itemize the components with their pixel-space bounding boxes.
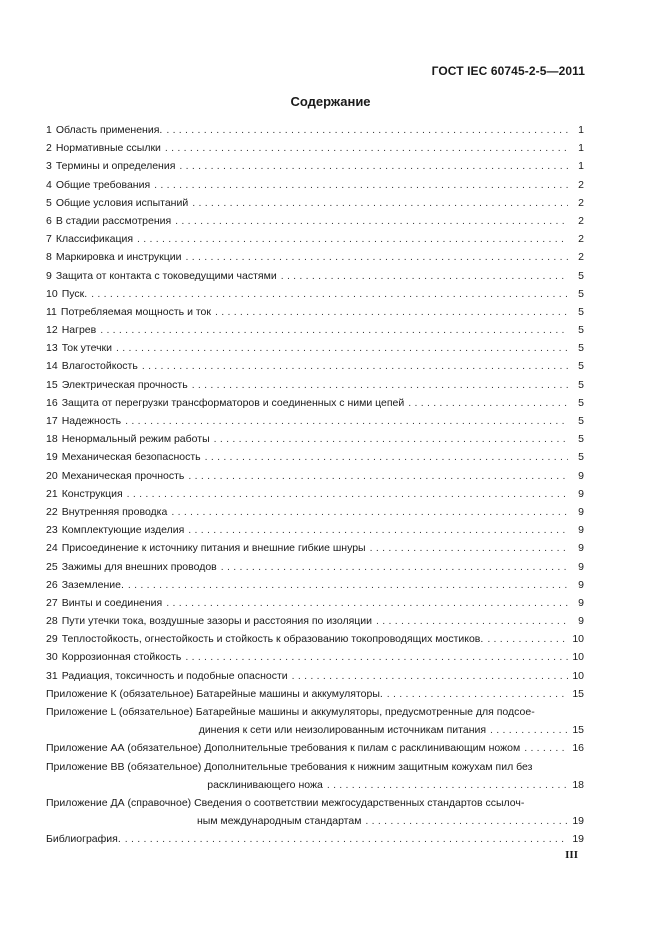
toc-line <box>46 521 584 539</box>
dot-leader <box>171 503 568 521</box>
toc-section-number: 25 <box>46 560 58 573</box>
toc-entry[interactable] <box>46 230 584 248</box>
toc-page-number: 5 <box>578 451 584 464</box>
toc-page-number: 18 <box>572 778 584 791</box>
toc-section-number: 2 <box>46 142 52 155</box>
toc-line <box>46 739 584 757</box>
dot-leader <box>100 321 568 339</box>
dot-leader <box>487 630 568 648</box>
toc-page-number: 1 <box>578 124 584 136</box>
toc-entry[interactable] <box>46 267 584 285</box>
toc-line <box>46 467 584 485</box>
dot-leader <box>166 121 568 139</box>
dot-leader <box>292 667 568 685</box>
toc-section-title: Защита от перегрузки трансформаторов и соединенных с ними цепей <box>61 396 405 409</box>
toc-appendix-title: Библиография. <box>46 833 121 846</box>
toc-entry[interactable] <box>46 503 584 521</box>
toc-page-number: 10 <box>572 651 584 664</box>
toc-line <box>46 394 584 412</box>
toc-entry[interactable] <box>46 303 584 321</box>
toc-section-number: 18 <box>46 433 58 446</box>
toc-section-title: Теплостойкость, огнестойкость и стойкость к образованию токопроводящих мостиков. <box>61 633 484 646</box>
toc-section-number: 21 <box>46 487 58 500</box>
dot-leader <box>116 339 568 357</box>
toc-section-number: 16 <box>46 396 58 409</box>
toc-entry[interactable] <box>46 139 584 157</box>
toc-page-number: 2 <box>578 196 584 209</box>
toc-section-number: 10 <box>46 287 58 300</box>
toc-page-number: 19 <box>572 833 584 846</box>
toc-line <box>46 212 584 230</box>
toc-page-number: 5 <box>578 342 584 355</box>
toc-line <box>46 157 584 175</box>
toc-section-number: 24 <box>46 542 58 555</box>
toc-line <box>46 139 584 157</box>
toc-line <box>46 412 584 430</box>
toc-entry[interactable] <box>46 357 584 375</box>
toc-section-number: 3 <box>46 160 52 173</box>
toc-section-number: 30 <box>46 651 58 664</box>
toc-page-number: 5 <box>578 305 584 318</box>
dot-leader <box>215 303 568 321</box>
dot-leader <box>370 539 568 557</box>
dot-leader <box>490 721 568 739</box>
toc-section-number: 20 <box>46 469 58 482</box>
toc-section-title: Зажимы для внешних проводов <box>61 560 217 573</box>
toc-entry[interactable] <box>46 430 584 448</box>
toc-section-number: 13 <box>46 342 58 355</box>
toc-appendix-entry[interactable] <box>46 758 584 794</box>
page-title: Содержание <box>290 94 371 109</box>
toc-entry[interactable] <box>46 376 584 394</box>
toc-page-number: 9 <box>578 615 584 628</box>
dot-leader <box>166 594 568 612</box>
toc-section-title: Влагостойкость <box>61 360 138 373</box>
toc-line <box>46 121 584 139</box>
toc-section-title: Защита от контакта с токоведущими частями <box>55 269 277 282</box>
toc-section-title: Нормативные ссылки <box>55 142 161 155</box>
dot-leader <box>281 267 568 285</box>
dot-leader <box>365 812 568 830</box>
toc-appendix-continuation <box>46 721 584 739</box>
toc-section-number: 27 <box>46 596 58 609</box>
toc-section-number: 4 <box>46 178 52 191</box>
toc-entry[interactable] <box>46 630 584 648</box>
table-of-contents <box>46 121 584 849</box>
dot-leader <box>125 830 568 848</box>
toc-section-number: 11 <box>46 305 57 318</box>
dot-leader <box>175 212 568 230</box>
toc-appendix-title: Приложение ДА (справочное) Сведения о соответствии межгосударственных стандартов ссылоч- <box>46 796 525 809</box>
toc-entry[interactable] <box>46 467 584 485</box>
toc-page-number: 15 <box>572 724 584 737</box>
toc-page-number: 9 <box>578 524 584 537</box>
toc-appendix-entry[interactable] <box>46 794 584 830</box>
dot-leader <box>192 194 568 212</box>
dot-leader <box>221 558 568 576</box>
toc-entry[interactable] <box>46 667 584 685</box>
toc-section-title: Потребляемая мощность и ток <box>60 305 211 318</box>
toc-page-number: 1 <box>578 142 584 155</box>
toc-section-title: В стадии рассмотрения <box>55 214 172 227</box>
toc-section-title: Электрическая прочность <box>61 378 188 391</box>
toc-entry[interactable] <box>46 176 584 194</box>
toc-line <box>46 594 584 612</box>
toc-appendix-title-cont: динения к сети или неизолированным источникам питания <box>198 724 487 737</box>
toc-section-title: Коррозионная стойкость <box>61 651 182 664</box>
toc-page-number: 9 <box>578 578 584 591</box>
dot-leader <box>154 176 568 194</box>
toc-appendix-entry[interactable] <box>46 703 584 739</box>
page-folio: III <box>565 849 578 861</box>
toc-section-number: 28 <box>46 615 58 628</box>
toc-line <box>46 630 584 648</box>
toc-section-number: 26 <box>46 578 58 591</box>
toc-line <box>46 685 584 703</box>
dot-leader <box>137 230 568 248</box>
toc-line <box>46 539 584 557</box>
dot-leader <box>142 357 568 375</box>
dot-leader <box>188 467 568 485</box>
toc-section-title: Область применения. <box>55 124 163 136</box>
dot-leader <box>387 685 568 703</box>
toc-line <box>46 485 584 503</box>
toc-line <box>46 612 584 630</box>
toc-section-title: Классификация <box>55 233 134 246</box>
toc-page-number: 5 <box>578 269 584 282</box>
toc-line <box>46 448 584 466</box>
toc-line <box>46 357 584 375</box>
toc-line <box>46 503 584 521</box>
toc-line <box>46 376 584 394</box>
toc-entry[interactable] <box>46 558 584 576</box>
toc-section-title: Винты и соединения <box>61 596 163 609</box>
toc-appendix-continuation <box>46 812 584 830</box>
dot-leader <box>127 485 568 503</box>
toc-appendix-title: Приложение L (обязательное) Батарейные машины и аккумуляторы, предусмотренные для подсое- <box>46 706 535 718</box>
toc-page-number: 16 <box>572 742 584 755</box>
toc-page-number: 5 <box>578 378 584 391</box>
toc-section-number: 12 <box>46 324 58 337</box>
toc-section-number: 19 <box>46 451 58 464</box>
toc-section-title: Общие требования <box>55 178 151 191</box>
toc-line <box>46 576 584 594</box>
toc-line <box>46 339 584 357</box>
toc-section-title: Общие условия испытаний <box>55 196 189 209</box>
toc-entry[interactable] <box>46 612 584 630</box>
toc-line <box>46 303 584 321</box>
toc-section-title: Механическая безопасность <box>61 451 201 464</box>
toc-section-title: Заземление. <box>61 578 124 591</box>
toc-section-title: Механическая прочность <box>61 469 185 482</box>
document-code: ГОСТ IEC 60745-2-5—2011 <box>431 64 585 78</box>
toc-section-title: Внутренняя проводка <box>61 505 168 518</box>
toc-page-number: 9 <box>578 596 584 609</box>
toc-entry[interactable] <box>46 539 584 557</box>
toc-appendix-title-cont: ным международным стандартам <box>197 815 362 828</box>
toc-appendix-title: Приложение АА (обязательное) Дополнительные требования к пилам с расклинивающим ножом <box>46 742 521 755</box>
toc-line <box>46 430 584 448</box>
dot-leader <box>128 576 568 594</box>
toc-page-number: 5 <box>578 415 584 427</box>
dot-leader <box>327 776 568 794</box>
toc-section-number: 17 <box>46 415 58 427</box>
toc-line <box>46 194 584 212</box>
toc-section-number: 29 <box>46 633 58 646</box>
toc-page-number: 10 <box>572 633 584 646</box>
toc-entry[interactable] <box>46 412 584 430</box>
toc-page-number: 9 <box>578 469 584 482</box>
toc-line <box>46 648 584 666</box>
toc-section-number: 1 <box>46 124 52 136</box>
toc-entry[interactable] <box>46 121 584 139</box>
toc-section-number: 15 <box>46 378 58 391</box>
toc-section-title: Ненормальный режим работы <box>61 433 210 446</box>
dot-leader <box>408 394 568 412</box>
toc-line <box>46 667 584 685</box>
toc-section-title: Радиация, токсичность и подобные опасности <box>61 669 288 682</box>
toc-entry[interactable] <box>46 194 584 212</box>
toc-section-number: 23 <box>46 524 58 537</box>
toc-section-number: 5 <box>46 196 52 209</box>
toc-page-number: 9 <box>578 487 584 500</box>
toc-entry[interactable] <box>46 212 584 230</box>
toc-entry[interactable] <box>46 157 584 175</box>
toc-page-number: 5 <box>578 287 584 300</box>
toc-section-title: Пуск. <box>61 287 88 300</box>
toc-section-title: Надежность <box>61 415 122 427</box>
toc-page-number: 5 <box>578 324 584 337</box>
dot-leader <box>376 612 568 630</box>
toc-appendix-title-cont: расклинивающего ножа <box>207 778 323 791</box>
toc-page-number: 9 <box>578 560 584 573</box>
toc-line <box>46 830 584 848</box>
toc-page-number: 10 <box>572 669 584 682</box>
toc-section-number: 22 <box>46 505 58 518</box>
toc-section-number: 6 <box>46 214 52 227</box>
toc-line <box>46 285 584 303</box>
toc-line <box>46 267 584 285</box>
toc-section-number: 31 <box>46 669 58 682</box>
toc-page-number: 2 <box>578 178 584 191</box>
toc-page-number: 9 <box>578 505 584 518</box>
toc-section-number: 9 <box>46 269 52 282</box>
toc-page-number: 5 <box>578 396 584 409</box>
toc-entry[interactable] <box>46 448 584 466</box>
toc-appendix-title: Приложение ВВ (обязательное) Дополнительные требования к нижним защитным кожухам пил без <box>46 760 533 773</box>
toc-entry[interactable] <box>46 648 584 666</box>
toc-appendix-entry[interactable] <box>46 830 584 848</box>
toc-section-title: Комплектующие изделия <box>61 524 185 537</box>
toc-section-title: Термины и определения <box>55 160 176 173</box>
toc-section-title: Конструкция <box>61 487 123 500</box>
toc-line <box>46 248 584 266</box>
toc-appendix-continuation <box>46 776 584 794</box>
dot-leader <box>205 448 568 466</box>
toc-entry[interactable] <box>46 594 584 612</box>
toc-appendix-title: Приложение К (обязательное) Батарейные машины и аккумуляторы. <box>46 687 383 700</box>
toc-entry[interactable] <box>46 339 584 357</box>
toc-page-number: 19 <box>572 815 584 828</box>
toc-page-number: 9 <box>578 542 584 555</box>
toc-section-title: Присоединение к источнику питания и внешние гибкие шнуры <box>61 542 366 555</box>
toc-section-number: 14 <box>46 360 58 373</box>
toc-section-title: Нагрев <box>61 324 97 337</box>
toc-line <box>46 558 584 576</box>
toc-page-number: 5 <box>578 360 584 373</box>
dot-leader <box>91 285 568 303</box>
toc-section-title: Ток утечки <box>61 342 112 355</box>
toc-entry[interactable] <box>46 321 584 339</box>
toc-entry[interactable] <box>46 285 584 303</box>
toc-line <box>46 321 584 339</box>
dot-leader <box>186 248 568 266</box>
toc-appendix-entry[interactable] <box>46 685 584 703</box>
toc-section-number: 8 <box>46 251 52 264</box>
dot-leader <box>179 157 568 175</box>
dot-leader <box>185 648 568 666</box>
toc-section-number: 7 <box>46 233 52 246</box>
toc-entry[interactable] <box>46 576 584 594</box>
toc-entry[interactable] <box>46 521 584 539</box>
toc-entry[interactable] <box>46 248 584 266</box>
dot-leader <box>125 412 568 430</box>
dot-leader <box>524 739 568 757</box>
toc-section-title: Пути утечки тока, воздушные зазоры и расстояния по изоляции <box>61 615 373 628</box>
dot-leader <box>188 521 568 539</box>
dot-leader <box>214 430 568 448</box>
dot-leader <box>165 139 568 157</box>
toc-section-title: Маркировка и инструкции <box>55 251 182 264</box>
toc-page-number: 15 <box>572 687 584 700</box>
toc-line <box>46 176 584 194</box>
toc-page-number: 1 <box>578 160 584 173</box>
toc-page-number: 2 <box>578 214 584 227</box>
toc-entry[interactable] <box>46 485 584 503</box>
toc-line <box>46 230 584 248</box>
toc-page-number: 5 <box>578 433 584 446</box>
toc-appendix-entry[interactable] <box>46 739 584 757</box>
toc-page-number: 2 <box>578 233 584 246</box>
toc-entry[interactable] <box>46 394 584 412</box>
dot-leader <box>192 376 568 394</box>
toc-page-number: 2 <box>578 251 584 264</box>
